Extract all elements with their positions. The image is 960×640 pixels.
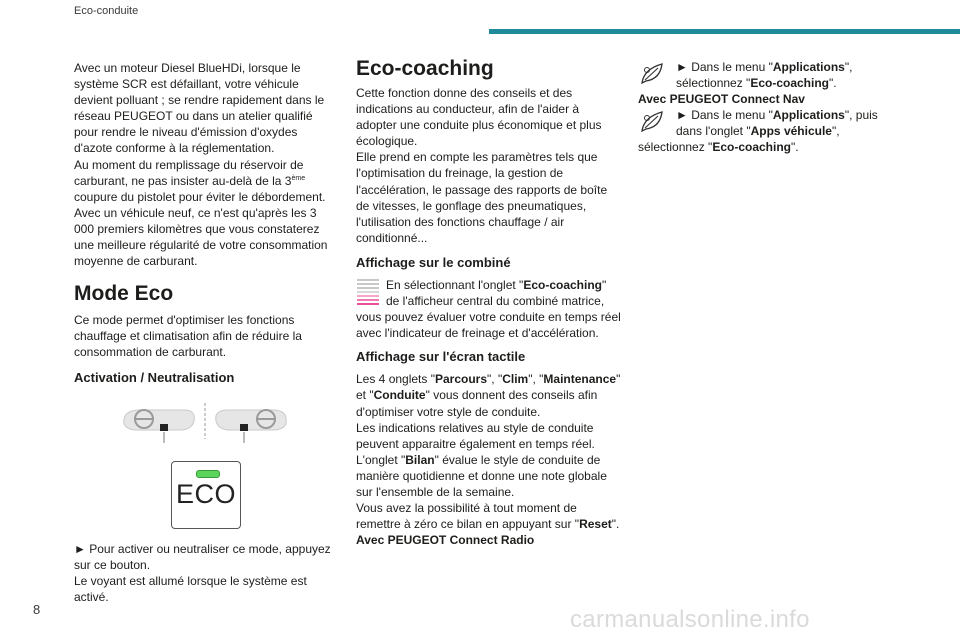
indicator-paragraph: Le voyant est allumé lorsque le système est activé.: [74, 573, 307, 604]
column-left: [74, 60, 336, 605]
reset-paragraph: Vous avez la possibilité à tout moment de remettre à zéro ce bilan en appuyant sur "Reset".: [356, 501, 620, 532]
combine-title: Affichage sur le combiné: [356, 254, 511, 270]
refuel-paragraph: Au moment du remplissage du réservoir de carburant, ne pas insister au-delà de la 3ème coupure du pistolet pour éviter le débordement.: [74, 157, 326, 204]
nav-step: [638, 107, 900, 155]
mode-eco-text: Ce mode permet d'optimiser les fonctions chauffage et climatisation afin de réduire la consommation de carburant.: [74, 313, 302, 360]
radio-step-text: ► Dans le menu "Applications", sélectionnez "Eco-coaching".: [676, 60, 853, 91]
column-middle: [356, 56, 621, 548]
activate-instruction: ► Pour activer ou neutraliser ce mode, appuyez sur ce bouton.: [74, 541, 331, 572]
column-right: [638, 59, 900, 156]
activation-title: Activation / Neutralisation: [74, 369, 235, 385]
eco-coaching-params: Elle prend en compte les paramètres tels que l'optimisation du freinage, la gestion de l'accélération, le passage des rapports de boîte de vitesses, le gonflage des pneumatiques, l'utilisation des fonctions chauffage / air conditionné...: [356, 150, 608, 245]
connect-nav-title: Avec PEUGEOT Connect Nav: [638, 92, 805, 107]
dashboard-icon: [74, 399, 336, 461]
radio-step: [638, 59, 900, 91]
connect-radio-title: Avec PEUGEOT Connect Radio: [356, 533, 535, 548]
touchscreen-title: Affichage sur l'écran tactile: [356, 349, 526, 365]
page-number: 8: [33, 602, 41, 617]
eco-button[interactable]: [171, 461, 241, 529]
nav-step-text: ► Dans le menu "Applications", puis dans l'onglet "Apps véhicule", sélectionnez "Eco-coaching".: [638, 108, 878, 155]
eco-coaching-intro: Cette fonction donne des conseils et des indications au conducteur, afin de l'aider à adopter une conduite plus économique et plus écologique.: [356, 86, 602, 149]
bluehdi-paragraph: Avec un moteur Diesel BlueHDi, lorsque le système SCR est défaillant, votre véhicule devient polluant ; se rendre rapidement dans le réseau PEUGEOT ou dans un atelier qualifié pour rendre le niveau d'émission d'oxydes d'azote conforme à la réglementation.: [74, 61, 325, 156]
eco-coaching-title: Eco-coaching: [356, 57, 494, 80]
mode-eco-title: Mode Eco: [74, 282, 174, 306]
leaf-hand-icon: [638, 61, 668, 85]
realtime-paragraph: Les indications relatives au style de conduite peuvent apparaitre également en temps réel.: [356, 420, 595, 451]
instrument-cluster-icon: [356, 277, 380, 307]
combine-block: [356, 277, 621, 341]
running-header: Eco-conduite: [74, 5, 139, 17]
eco-button-illustration: [74, 399, 336, 529]
eco-indicator-light: [196, 470, 220, 478]
eco-button-label: ECO: [175, 478, 236, 509]
leaf-hand-icon: [638, 109, 668, 133]
tabs-paragraph: Les 4 onglets "Parcours", "Clim", "Maintenance" et "Conduite" vous donnent des conseils afin d'optimiser votre style de conduite.: [356, 372, 621, 419]
watermark: carmanualsonline.info: [570, 606, 810, 633]
combine-text: En sélectionnant l'onglet "Eco-coaching" de l'afficheur central du combiné matrice, vous pouvez évaluer votre conduite en temps réel avec l'indicateur de freinage et d'accélération.: [356, 277, 621, 341]
new-vehicle-paragraph: Avec un véhicule neuf, ce n'est qu'après les 3 000 premiers kilomètres que vous constaterez une meilleure régularité de votre consommation moyenne de carburant.: [74, 205, 328, 269]
header-accent-bar: [489, 29, 960, 34]
bilan-paragraph: L'onglet "Bilan" évalue le style de conduite de manière quotidienne et donne une note globale sur l'ensemble de la semaine.: [356, 452, 607, 499]
